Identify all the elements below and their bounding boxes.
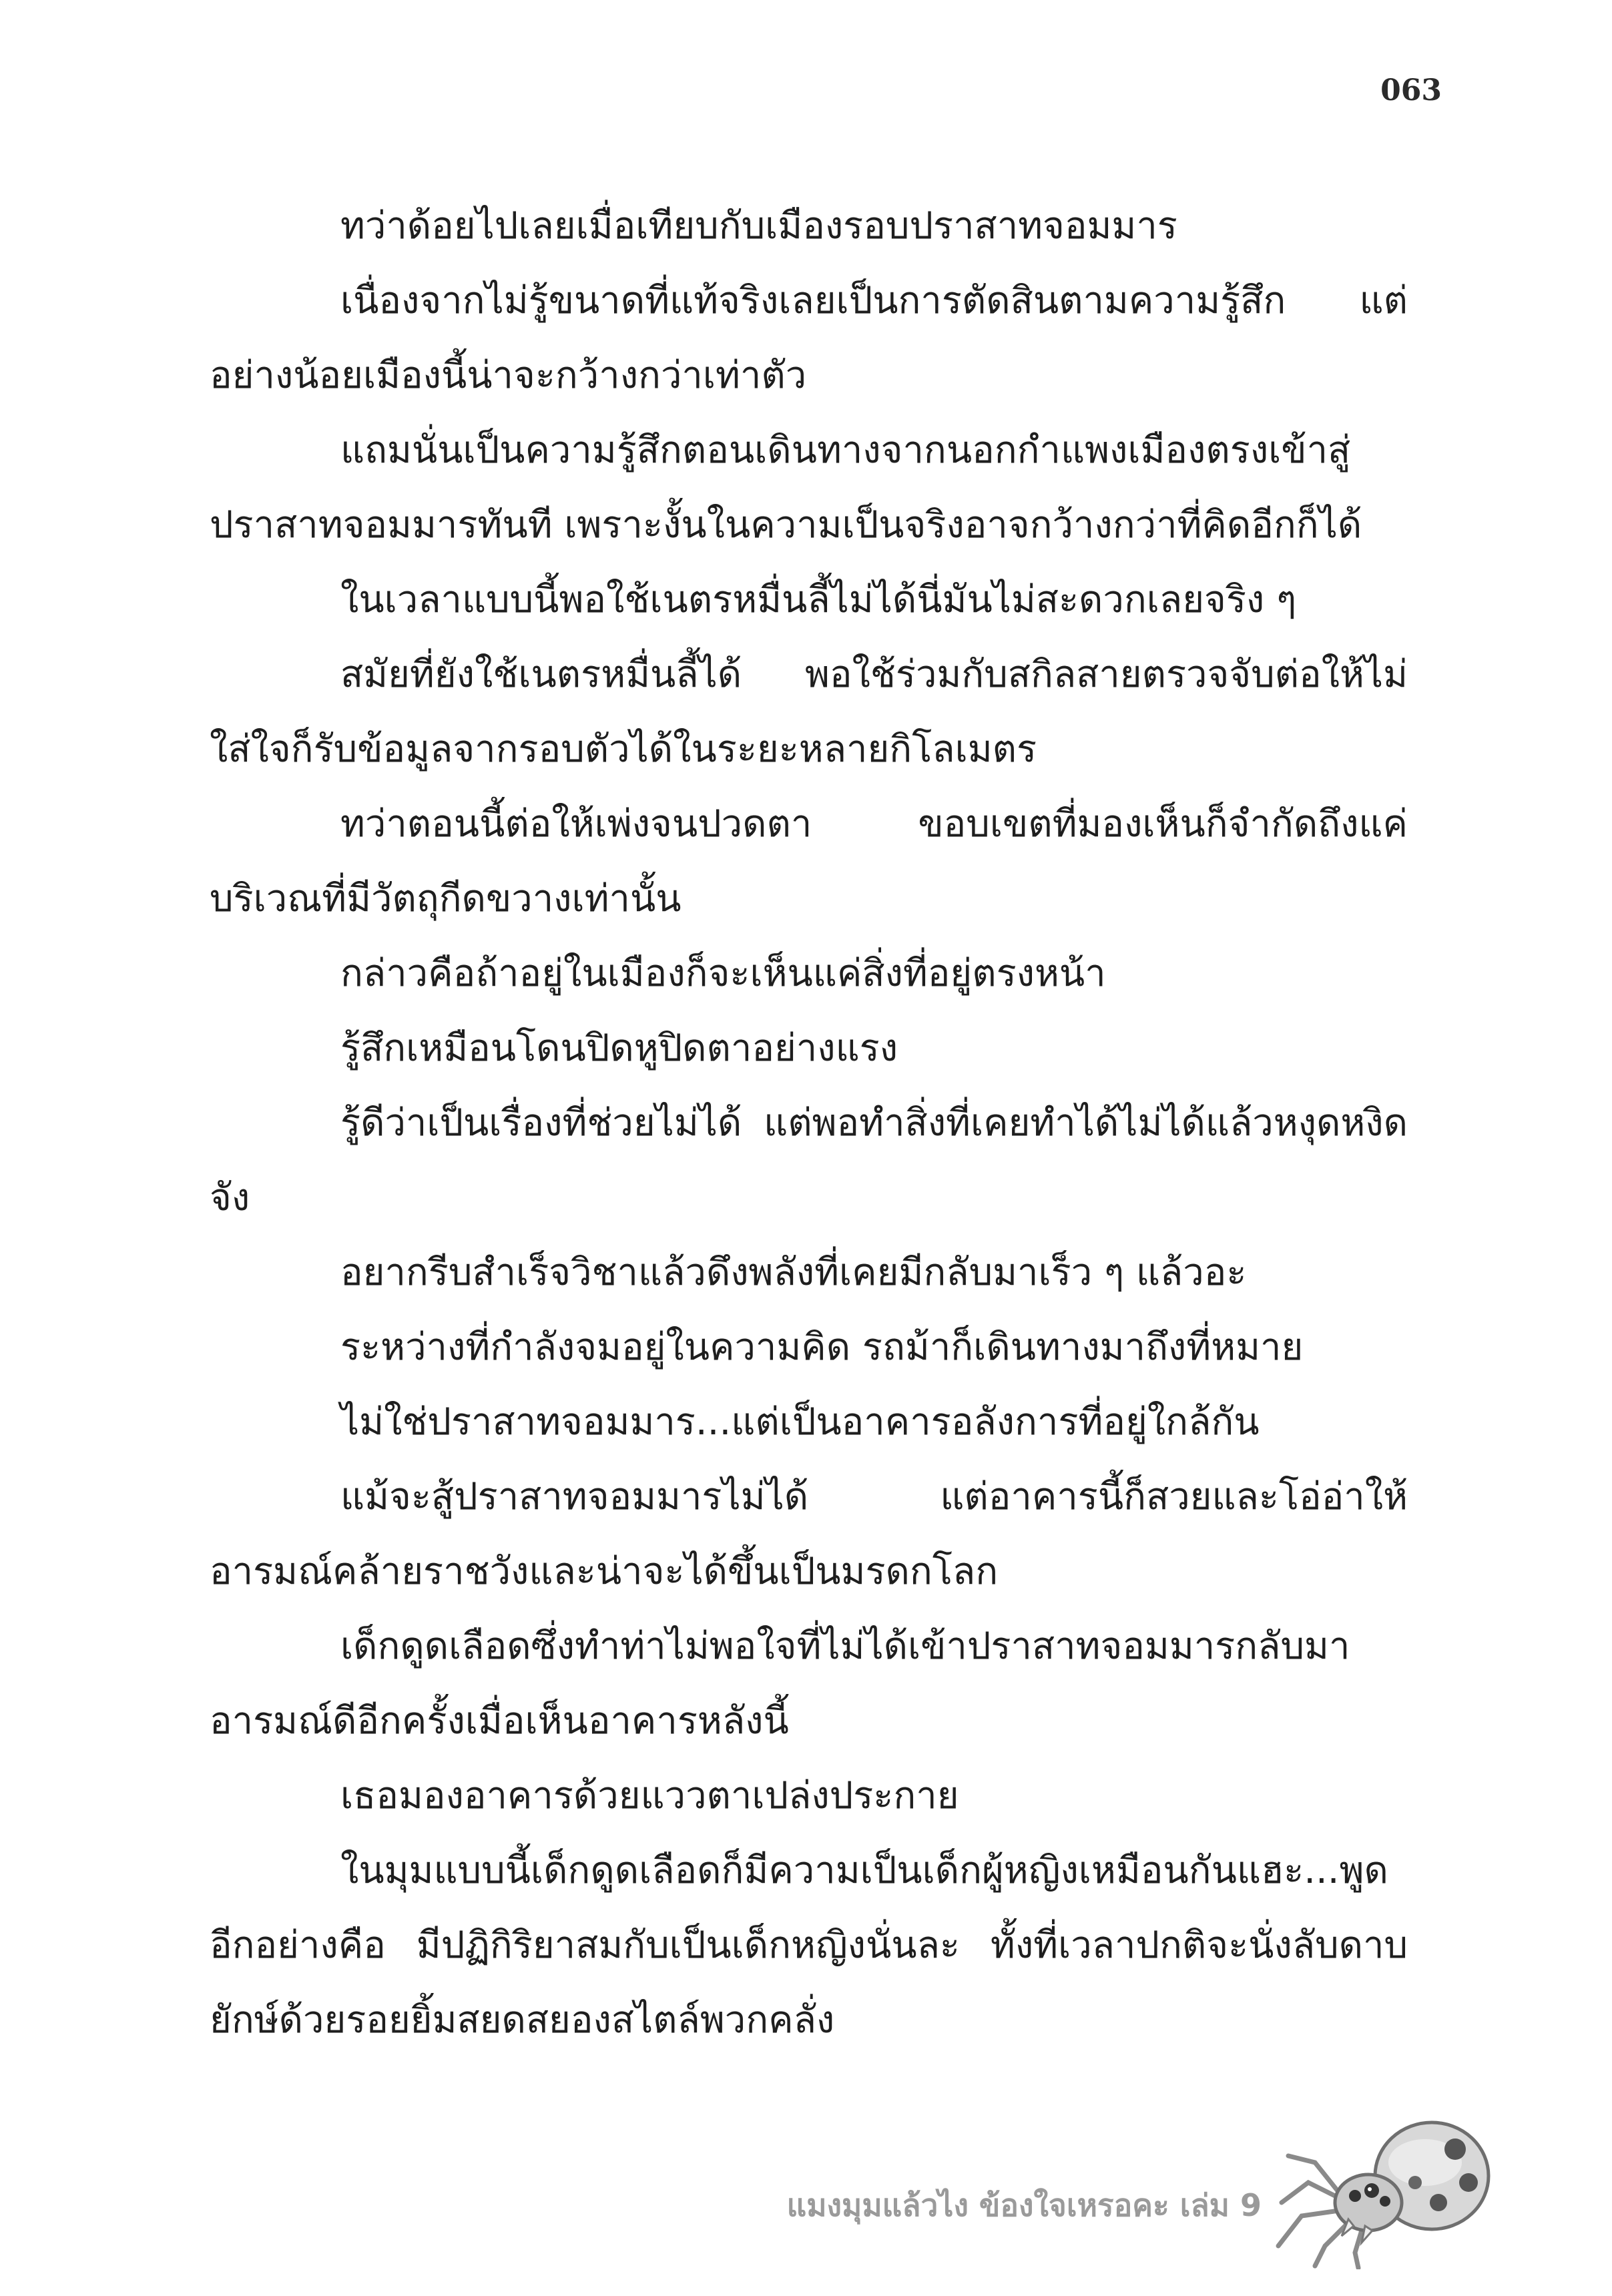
paragraph: กล่าวคือถ้าอยู่ในเมืองก็จะเห็นแค่สิ่งที่อยู่ตรงหน้า [340,952,1106,995]
paragraph: แม้จะสู้ปราสาทจอมมารไม่ได้ แต่อาคารนี้ก็สวยและโอ่อ่าให้อารมณ์คล้ายราชวังและน่าจะได้ขึ้นเป็นมรดกโลก [210,1475,1408,1593]
paragraph: เนื่องจากไม่รู้ขนาดที่แท้จริงเลยเป็นการตัดสินตามความรู้สึก แต่อย่างน้อยเมืองนี้น่าจะกว้างกว่าเท่าตัว [210,279,1408,397]
paragraph: แถมนั่นเป็นความรู้สึกตอนเดินทางจากนอกกำแพงเมืองตรงเข้าสู่ปราสาทจอมมารทันที เพราะงั้นในความเป็นจริงอาจกว้างกว่าที่คิดอีกก็ได้ [210,428,1362,547]
spider-icon [1268,2102,1495,2269]
paragraph: ในเวลาแบบนี้พอใช้เนตรหมื่นลี้ไม่ได้นี่มันไม่สะดวกเลยจริง ๆ [340,578,1297,621]
paragraph: เธอมองอาคารด้วยแววตาเปล่งประกาย [340,1774,959,1817]
paragraph: ไม่ใช่ปราสาทจอมมาร...แต่เป็นอาคารอลังการที่อยู่ใกล้กัน [340,1400,1260,1444]
paragraph: สมัยที่ยังใช้เนตรหมื่นลี้ได้ พอใช้ร่วมกับสกิลสายตรวจจับต่อให้ไม่ใส่ใจก็รับข้อมูลจากรอบตัวได้ในระยะหลายกิโลเมตร [210,653,1408,771]
paragraph: รู้ดีว่าเป็นเรื่องที่ช่วยไม่ได้ แต่พอทำสิ่งที่เคยทำได้ไม่ได้แล้วหงุดหงิดจัง [210,1101,1408,1219]
book-title-footer: แมงมุมแล้วไง ข้องใจเหรอคะ เล่ม 9 [786,2187,1262,2223]
paragraph: ทว่าตอนนี้ต่อให้เพ่งจนปวดตา ขอบเขตที่มองเห็นก็จำกัดถึงแค่บริเวณที่มีวัตถุกีดขวางเท่านั้น [210,802,1408,920]
paragraph: รู้สึกเหมือนโดนปิดหูปิดตาอย่างแรง [340,1027,898,1070]
body-text [210,189,1408,2058]
paragraph: ระหว่างที่กำลังจมอยู่ในความคิด รถม้าก็เดินทางมาถึงที่หมาย [340,1326,1304,1369]
paragraph: ในมุมแบบนี้เด็กดูดเลือดก็มีความเป็นเด็กผู้หญิงเหมือนกันแฮะ...พูดอีกอย่างคือ มีปฏิกิริยาสมกับเป็นเด็กหญิงนั่นละ ทั้งที่เวลาปกติจะนั่งลับดาบยักษ์ด้วยรอยยิ้มสยดสยองสไตล์พวกคลั่ง [210,1849,1408,2042]
paragraph: ทว่าด้อยไปเลยเมื่อเทียบกับเมืองรอบปราสาทจอมมาร [340,204,1177,248]
page-number: 063 [1380,73,1442,107]
paragraph: อยากรีบสำเร็จวิชาแล้วดึงพลังที่เคยมีกลับมาเร็ว ๆ แล้วอะ [340,1251,1247,1294]
paragraph: เด็กดูดเลือดซึ่งทำท่าไม่พอใจที่ไม่ได้เข้าปราสาทจอมมารกลับมาอารมณ์ดีอีกครั้งเมื่อเห็นอาคารหลังนี้ [210,1625,1350,1743]
